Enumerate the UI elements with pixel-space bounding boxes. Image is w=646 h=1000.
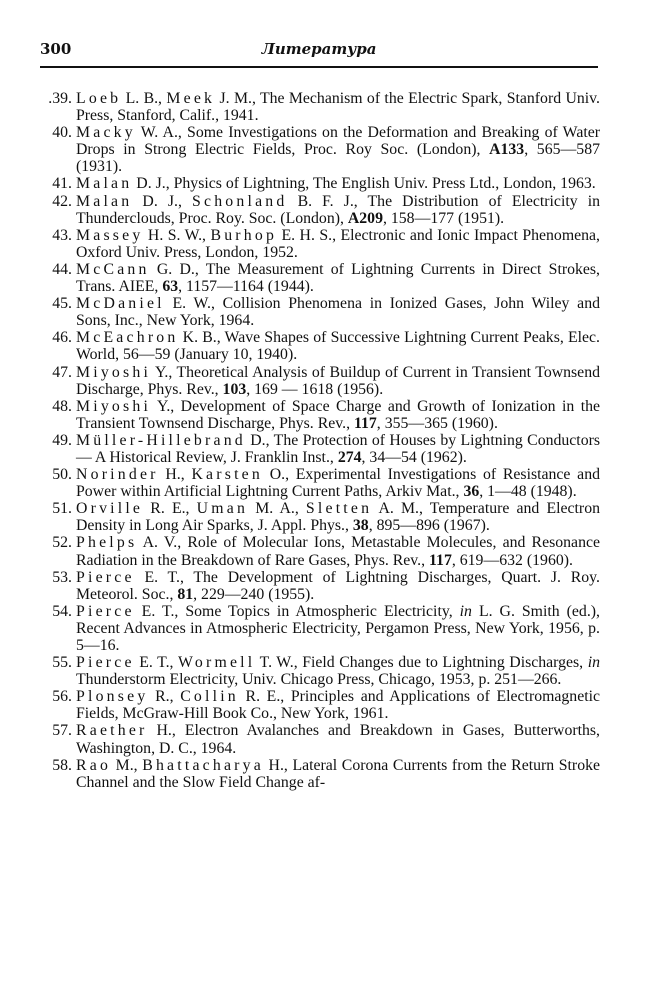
reference-item bbox=[44, 227, 600, 261]
reference-text: E. T., The Development of Lightning Discharges, Quart. J. Roy. Meteorol. Soc., bbox=[76, 568, 600, 603]
reference-volume: 81 bbox=[177, 585, 194, 603]
running-title: Литература bbox=[261, 40, 377, 58]
reference-item bbox=[44, 722, 600, 756]
reference-text: E. T., Some Topics in Atmospheric Electricity, bbox=[134, 602, 460, 620]
reference-text: L. B., bbox=[121, 90, 167, 107]
reference-number: 47. bbox=[52, 363, 72, 381]
reference-text: D. J., Physics of Lightning, The English Univ. Press Ltd., London, 1963. bbox=[132, 175, 596, 193]
reference-text: G. D., The Measurement of Lightning Currents in Direct Strokes, Trans. AIEE, bbox=[76, 260, 600, 296]
reference-author: Norinder bbox=[76, 466, 159, 484]
reference-volume: A209 bbox=[347, 209, 383, 227]
reference-item bbox=[44, 398, 600, 432]
reference-author: Müller-Hillebrand bbox=[76, 431, 246, 449]
reference-text: Y., Development of Space Charge and Growth of Ionization in the Transient Townsend Discharge, Phys. Rev., bbox=[76, 397, 600, 432]
reference-number: 44. bbox=[52, 260, 72, 278]
reference-item bbox=[44, 500, 600, 534]
reference-item bbox=[44, 466, 600, 500]
reference-item bbox=[44, 569, 600, 603]
reference-list bbox=[44, 90, 600, 791]
reference-item bbox=[44, 688, 600, 722]
reference-number: 41. bbox=[52, 175, 72, 193]
reference-text: D. J., bbox=[132, 192, 192, 210]
reference-text: J. M., The Mechanism of the Electric Spark, Stanford Univ. Press, Stanford, Calif., 1941. bbox=[76, 90, 600, 125]
reference-text: A. V., Role of Molecular Ions, Metastable Molecules, and Resonance Radiation in the Breakdown of Rare Gases, Phys. Rev., bbox=[76, 534, 600, 569]
reference-number: 40. bbox=[52, 124, 72, 142]
reference-author: McDaniel bbox=[76, 295, 165, 313]
reference-italic: in bbox=[459, 602, 472, 620]
reference-text: O., Experimental Investigations of Resistance and Power within Artificial Lightning Current Paths, Arkiv Mat., bbox=[76, 466, 600, 501]
reference-item bbox=[44, 90, 600, 124]
reference-number: 55. bbox=[52, 654, 72, 672]
reference-item bbox=[44, 175, 600, 192]
reference-text: , 34—54 (1962). bbox=[361, 448, 467, 466]
reference-text: E. T., bbox=[134, 654, 179, 672]
reference-text: , 229—240 (1955). bbox=[193, 585, 315, 603]
reference-item bbox=[44, 757, 600, 791]
reference-text: , 158—177 (1951). bbox=[382, 209, 505, 227]
reference-number: 49. bbox=[52, 431, 72, 449]
reference-number: 58. bbox=[52, 756, 72, 774]
reference-item bbox=[44, 364, 600, 398]
reference-author: Miyoshi bbox=[76, 363, 152, 381]
reference-author: Sletten bbox=[305, 500, 373, 518]
reference-text: T. W., Field Changes due to Lightning Discharges, bbox=[255, 654, 588, 672]
reference-text: H., Electron Avalanches and Breakdown in Gases, Butterworths, Washington, D. C., 1964. bbox=[76, 722, 600, 757]
reference-text: , 565—587 (1931). bbox=[76, 141, 600, 176]
reference-author: Bhattacharya bbox=[142, 756, 264, 774]
reference-text: , 1157—1164 (1944). bbox=[178, 278, 314, 296]
reference-text: K. B., Wave Shapes of Successive Lightning Current Peaks, Elec. World, 56—59 (January 10, 1940). bbox=[76, 329, 600, 364]
reference-text: Y., Theoretical Analysis of Buildup of Current in Transient Townsend Discharge, Phys. Rev., bbox=[76, 363, 600, 398]
reference-author: Malan bbox=[76, 175, 133, 193]
reference-author: Karsten bbox=[191, 466, 263, 484]
reference-item bbox=[44, 603, 600, 654]
reference-author: Malan bbox=[76, 192, 133, 210]
reference-text: R. E., Principles and Applications of Electromagnetic Fields, McGraw-Hill Book Co., New York, 1961. bbox=[76, 688, 600, 723]
reference-author: McCann bbox=[76, 260, 150, 278]
reference-number: 53. bbox=[52, 568, 72, 586]
reference-text: , 1—48 (1948). bbox=[479, 483, 577, 501]
reference-item bbox=[44, 432, 600, 466]
reference-number: 50. bbox=[52, 466, 72, 484]
reference-author: Raether bbox=[76, 722, 148, 740]
reference-number: 57. bbox=[52, 722, 72, 740]
reference-author: Burhop bbox=[210, 226, 278, 244]
reference-text: R. E., bbox=[143, 500, 197, 518]
reference-volume: 103 bbox=[222, 380, 247, 398]
reference-number: 54. bbox=[52, 602, 72, 620]
reference-author: Macky bbox=[76, 124, 136, 142]
reference-text: , 169 — 1618 (1956). bbox=[246, 380, 384, 398]
reference-volume: 38 bbox=[352, 517, 369, 535]
reference-author: McEachron bbox=[76, 329, 179, 347]
reference-item bbox=[44, 261, 600, 295]
reference-author: Pierce bbox=[76, 602, 135, 620]
reference-number: 52. bbox=[52, 534, 72, 552]
reference-text: A. M., Temperature and Electron Density in Long Air Sparks, J. Appl. Phys., bbox=[76, 500, 600, 535]
reference-number: 56. bbox=[52, 688, 72, 706]
reference-item bbox=[44, 654, 600, 688]
reference-author: Phelps bbox=[76, 534, 138, 552]
reference-volume: 36 bbox=[463, 483, 480, 501]
reference-volume: 117 bbox=[353, 414, 377, 432]
page-number: 300 bbox=[40, 40, 72, 58]
reference-volume: 63 bbox=[162, 278, 179, 296]
reference-text: , 619—632 (1960). bbox=[451, 551, 573, 569]
reference-item bbox=[44, 329, 600, 363]
reference-item bbox=[44, 295, 600, 329]
reference-text: , 895—896 (1967). bbox=[368, 517, 490, 535]
reference-author: Meek bbox=[166, 90, 216, 107]
reference-text: H. S. W., bbox=[143, 226, 211, 244]
reference-author: Pierce bbox=[76, 654, 135, 672]
reference-author: Collin bbox=[180, 688, 239, 706]
reference-text: Thunderstorm Electricity, Univ. Chicago Press, Chicago, 1953, p. 251—266. bbox=[76, 671, 562, 689]
reference-author: Schonland bbox=[192, 192, 288, 210]
reference-item bbox=[44, 534, 600, 568]
reference-number: 42. bbox=[52, 192, 72, 210]
reference-text: E. W., Collision Phenomena in Ionized Gases, John Wiley and Sons, Inc., New York, 1964. bbox=[76, 295, 600, 330]
reference-volume: A133 bbox=[489, 141, 525, 159]
reference-author: Pierce bbox=[76, 568, 135, 586]
reference-number: 48. bbox=[52, 397, 72, 415]
reference-text: R., bbox=[148, 688, 181, 706]
reference-author: Plonsey bbox=[76, 688, 149, 706]
reference-number: 45. bbox=[52, 295, 72, 313]
reference-author: Uman bbox=[196, 500, 249, 518]
page-header bbox=[40, 40, 598, 68]
reference-text: L. G. Smith (ed.), Recent Advances in Atmospheric Electricity, Pergamon Press, New York, 1956, p. 5—16. bbox=[76, 602, 600, 654]
reference-text: B. F. J., The Distribution of Electricity in Thunderclouds, Proc. Roy. Soc. (London), bbox=[76, 192, 600, 227]
reference-text: M. A., bbox=[248, 500, 306, 518]
reference-item bbox=[44, 193, 600, 227]
reference-text: W. A., Some Investigations on the Deformation and Breaking of Water Drops in Strong Electric Fields, Proc. Roy Soc. (London), bbox=[76, 124, 600, 159]
reference-number: .39. bbox=[48, 90, 72, 107]
reference-number: 46. bbox=[52, 329, 72, 347]
reference-author: Rao bbox=[76, 756, 112, 774]
reference-volume: 274 bbox=[337, 448, 362, 466]
reference-text: D., The Protection of Houses by Lightning Conductors — A Historical Review, J. Franklin Inst., bbox=[76, 431, 600, 466]
reference-item bbox=[44, 124, 600, 175]
reference-number: 43. bbox=[52, 226, 72, 244]
reference-author: Loeb bbox=[76, 90, 122, 107]
reference-number: 51. bbox=[52, 500, 72, 518]
reference-author: Wormell bbox=[178, 654, 256, 672]
reference-author: Orville bbox=[76, 500, 144, 518]
reference-author: Miyoshi bbox=[76, 397, 152, 415]
reference-text: H., Lateral Corona Currents from the Return Stroke Channel and the Slow Field Change af- bbox=[76, 756, 600, 791]
reference-text: H., bbox=[158, 466, 192, 484]
reference-text: M., bbox=[111, 756, 143, 774]
reference-italic: in bbox=[587, 654, 600, 672]
reference-author: Massey bbox=[76, 226, 144, 244]
reference-volume: 117 bbox=[429, 551, 452, 569]
reference-text: E. H. S., Electronic and Ionic Impact Phenomena, Oxford Univ. Press, London, 1952. bbox=[76, 226, 600, 261]
reference-text: , 355—365 (1960). bbox=[376, 414, 498, 432]
